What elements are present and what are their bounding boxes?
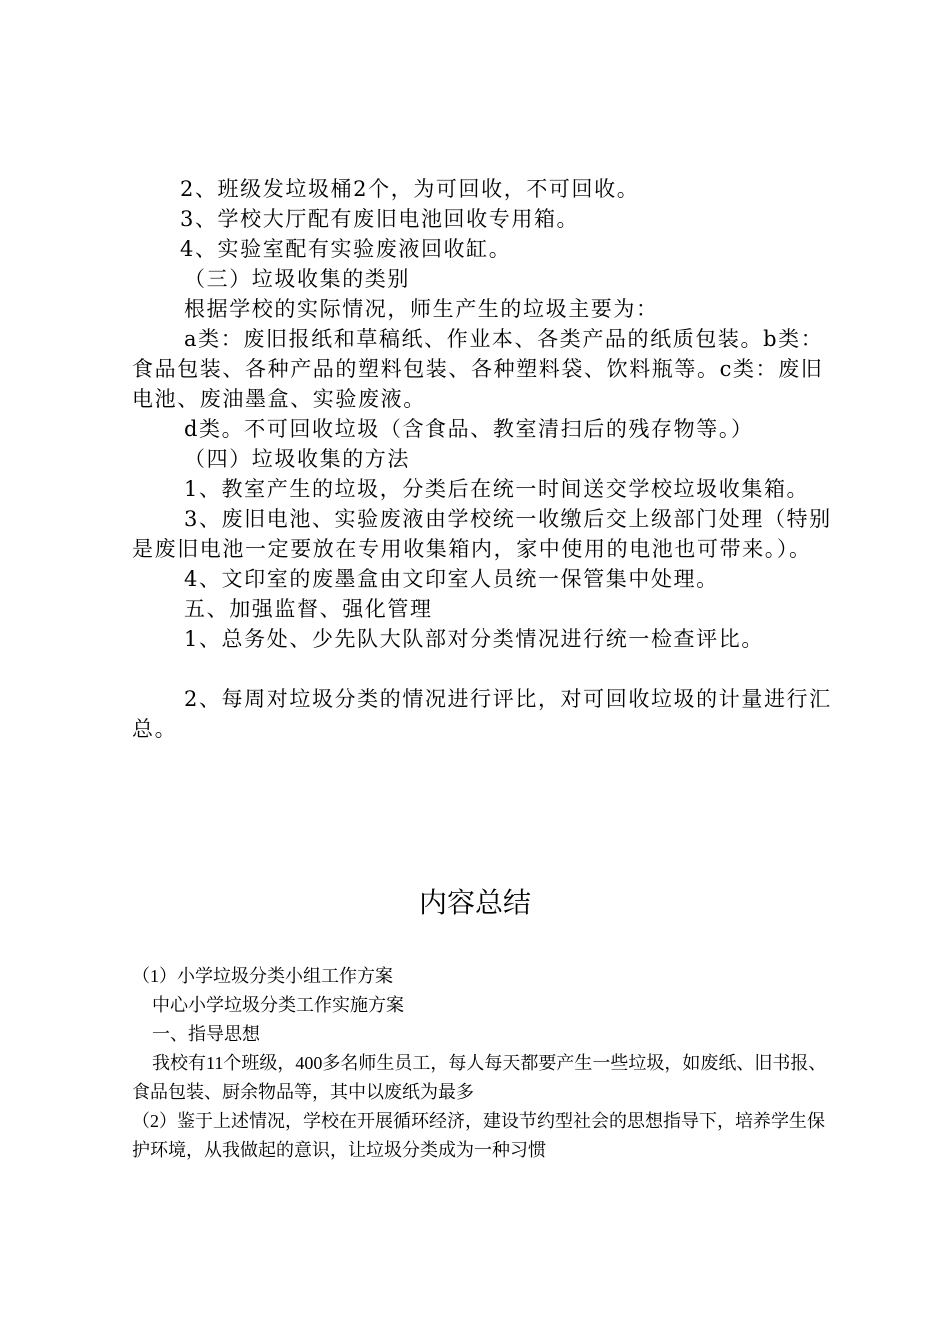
paragraph-method-3: 3、废旧电池、实验废液由学校统一收缴后交上级部门处理（特别是废旧电池一定要放在专用收集箱内，家中使用的电池也可带来。）。 [132, 507, 832, 561]
summary-line-1: （1）小学垃圾分类小组工作方案 [132, 966, 393, 986]
blank-line [132, 654, 832, 684]
summary-line-4: 我校有11个班级，400多名师生员工，每人每天都要产生一些垃圾，如废纸、旧书报、食品包装、厨余物品等，其中以废纸为最多 [132, 1053, 827, 1102]
paragraph-battery-box: 3、学校大厅配有废旧电池回收专用箱。 [180, 207, 580, 231]
summary-section [132, 962, 832, 1165]
paragraph-lab-waste: 4、实验室配有实验废液回收缸。 [180, 237, 512, 261]
heading-collection-methods: （四）垃圾收集的方法 [184, 447, 410, 471]
summary-line-5: （2）鉴于上述情况，学校在开展循环经济，建设节约型社会的思想指导下，培养学生保护环境，从我做起的意识，让垃圾分类成为一种习惯 [132, 1111, 825, 1160]
heading-collection-categories: （三）垃圾收集的类别 [184, 267, 410, 291]
heading-supervision: 五、加强监督、强化管理 [184, 597, 433, 621]
document-body [132, 174, 832, 744]
paragraph-method-1: 1、教室产生的垃圾，分类后在统一时间送交学校垃圾收集箱。 [184, 477, 810, 501]
paragraph-category-d: d类。不可回收垃圾（含食品、教室清扫后的残存物等。） [184, 417, 754, 441]
paragraph-supervision-2: 2、每周对垃圾分类的情况进行评比，对可回收垃圾的计量进行汇总。 [132, 687, 832, 741]
summary-line-2: 中心小学垃圾分类工作实施方案 [152, 995, 404, 1015]
summary-title: 内容总结 [418, 888, 531, 919]
paragraph-intro-categories: 根据学校的实际情况，师生产生的垃圾主要为： [184, 297, 659, 321]
paragraph-bins: 2、班级发垃圾桶2个，为可回收，不可回收。 [180, 177, 640, 201]
paragraph-method-4: 4、文印室的废墨盒由文印室人员统一保管集中处理。 [184, 567, 719, 591]
paragraph-categories-abc: a类：废旧报纸和草稿纸、作业本、各类产品的纸质包装。b类：食品包装、各种产品的塑料包装、各种塑料袋、饮料瓶等。c类：废旧电池、废油墨盒、实验废液。 [132, 327, 824, 411]
paragraph-supervision-1: 1、总务处、少先队大队部对分类情况进行统一检查评比。 [184, 627, 764, 651]
summary-line-3: 一、指导思想 [152, 1024, 260, 1044]
